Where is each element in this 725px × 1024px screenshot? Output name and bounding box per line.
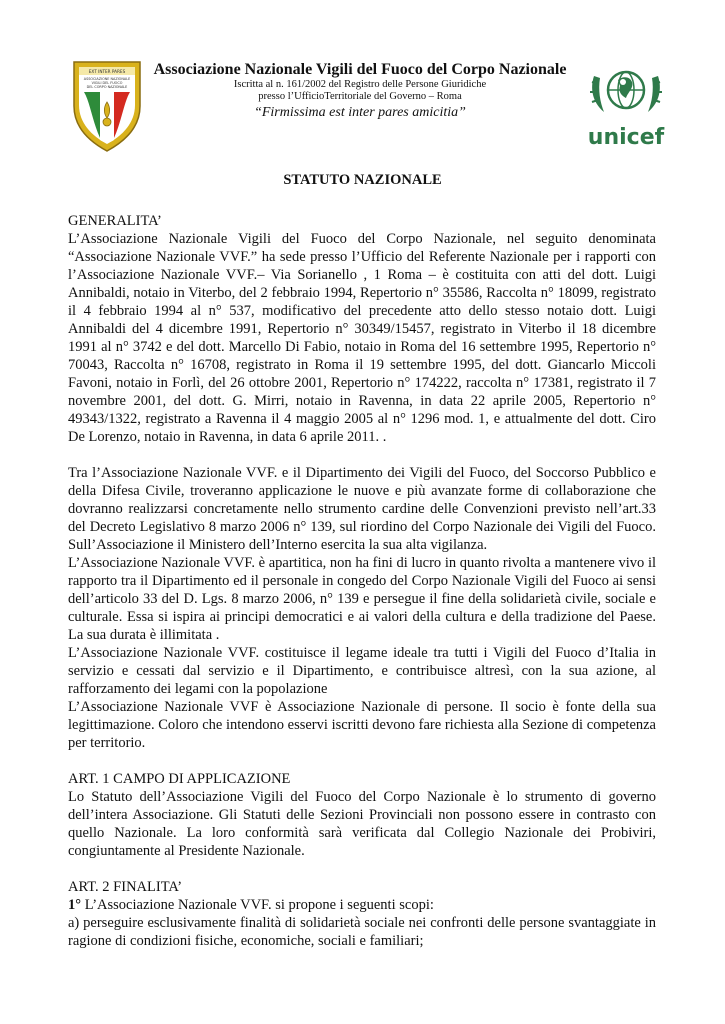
art2-item-a: a) perseguire esclusivamente finalità di solidarietà sociale nei confronti delle persone svantaggiate in ragione di condizioni fisiche, economiche, sociali e familiari; [68, 915, 656, 949]
registration-line: Iscritta al n. 161/2002 del Registro delle Persone Giuridiche [233, 79, 487, 90]
office-line: presso l’UfficioTerritoriale del Governo – Roma [258, 91, 462, 102]
unicef-wordmark: unicef [587, 125, 665, 150]
emblem-line-1: ASSOCIAZIONE NAZIONALE [83, 77, 131, 81]
motto: “Firmissima est inter pares amicitia” [254, 105, 466, 120]
art1-paragraph: Lo Statuto dell’Associazione Vigili del Fuoco del Corpo Nazionale è lo strumento di governo dell’intera Associazione. Gli Statuti delle Sezioni Provinciali non possono essere in contrasto con quello Nazionale. La loro conformità sarà verificata dal Collegio Nazionale dei Probiviri, congiuntamente al Presidente Nazionale. [68, 789, 656, 859]
fire-brigade-association-emblem [70, 58, 144, 154]
section-heading-art2: ART. 2 FINALITA’ [68, 879, 183, 895]
section-heading-generalita: GENERALITA’ [68, 213, 162, 229]
document-body [68, 212, 656, 950]
generalita-paragraph-1: L’Associazione Nazionale Vigili del Fuoco del Corpo Nazionale, nel seguito denominata “Associazione Nazionale VVF.” ha sede presso l’Ufficio del Referente Nazionale per i rapporti con l’Associazione Nazionale VVF.– Via Sorianello , 1 Roma – è costituita con atti del dott. Luigi Annibaldi, notaio in Viterbo, del 2 febbraio 1994, Repertorio n° 35586, Raccolta n° 18099, registrato il 4 febbraio 1994 al n° 537, modificativo del precedente atto dello stesso notaio dott. Luigi Annibaldi del 4 dicembre 1991, Repertorio n° 30349/15457, registrato in Viterbo il 18 dicembre 1991 al n° 3742 e del dott. Marcello Di Fabio, notaio in Roma del 16 settembre 1995, Repertorio n° 70043, Raccolta n° 16708, registrato in Roma il 19 settembre 1995, del dott. Giancarlo Miccoli Favoni, notaio in Forlì, del 26 ottobre 2001, Repertorio n° 174222, raccolta n° 17381, registrato il 7 novembre 2001, del dott. G. Mirri, notaio in Ravenna, in data 22 aprile 2005, Repertorio n° 49343/1322, registrato a Ravenna il 4 maggio 2005 al n° 1296 mod. 1, e attualmente del dott. Ciro De Lorenzo, notaio in Ravenna, in data 6 aprile 2011. . [68, 231, 656, 445]
generalita-paragraph-2: Tra l’Associazione Nazionale VVF. e il Dipartimento dei Vigili del Fuoco, del Soccorso Pubblico e della Difesa Civile, troveranno applicazione le nuove e più avanzate forme di collaborazione che dovranno realizzarsi concretamente nello strumento cardine delle Convenzioni previsto nell’art.33 del Decreto Legislativo 8 marzo 2006 n° 139, sul riordino del Corpo Nazionale dei Vigili del Fuoco. Sull’Associazione il Ministero dell’Interno esercita la sua alta vigilanza. [68, 465, 656, 553]
emblem-motto-text: EXT INTER PARES [88, 69, 126, 74]
letterhead [148, 60, 572, 121]
generalita-paragraph-5: L’Associazione Nazionale VVF è Associazione Nazionale di persone. Il socio è fonte della sua legittimazione. Coloro che intendono esservi iscritti devono fare richiesta alla Sezione di competenza per territorio. [68, 699, 656, 751]
emblem-line-2: VIGILI DEL FUOCO [91, 81, 123, 85]
art2-item-1 [68, 896, 656, 914]
document-title: STATUTO NAZIONALE [283, 172, 442, 188]
art2-item-1-text: L’Associazione Nazionale VVF. si propone i seguenti scopi: [81, 897, 434, 913]
organization-name: Associazione Nazionale Vigili del Fuoco del Corpo Nazionale [153, 61, 567, 78]
generalita-paragraph-3: L’Associazione Nazionale VVF. è apartitica, non ha fini di lucro in quanto rivolta a mantenere vivo il rapporto tra il Dipartimento ed il personale in congedo del Corpo Nazionale Vigili del Fuoco ai sensi dell’articolo 33 del D. Lgs. 8 marzo 2006, n° 139 e persegue il fine della solidarietà civile, sociale e culturale. Essa si ispira ai principi democratici e ai valori della cultura e della tradizione del Paese. La sua durata è illimitata . [68, 555, 656, 643]
generalita-paragraph-4: L’Associazione Nazionale VVF. costituisce il legame ideale tra tutti i Vigili del Fuoco d’Italia in servizio e cessati dal servizio e il Dipartimento, e contribuisce altresì, con la sua azione, al rafforzamento dei legami con la popolazione [68, 645, 656, 697]
section-heading-art1: ART. 1 CAMPO DI APPLICAZIONE [68, 771, 291, 787]
art2-item-1-number: 1° [68, 897, 82, 913]
unicef-logo [582, 58, 670, 154]
emblem-line-3: DEL CORPO NAZIONALE [86, 85, 128, 89]
